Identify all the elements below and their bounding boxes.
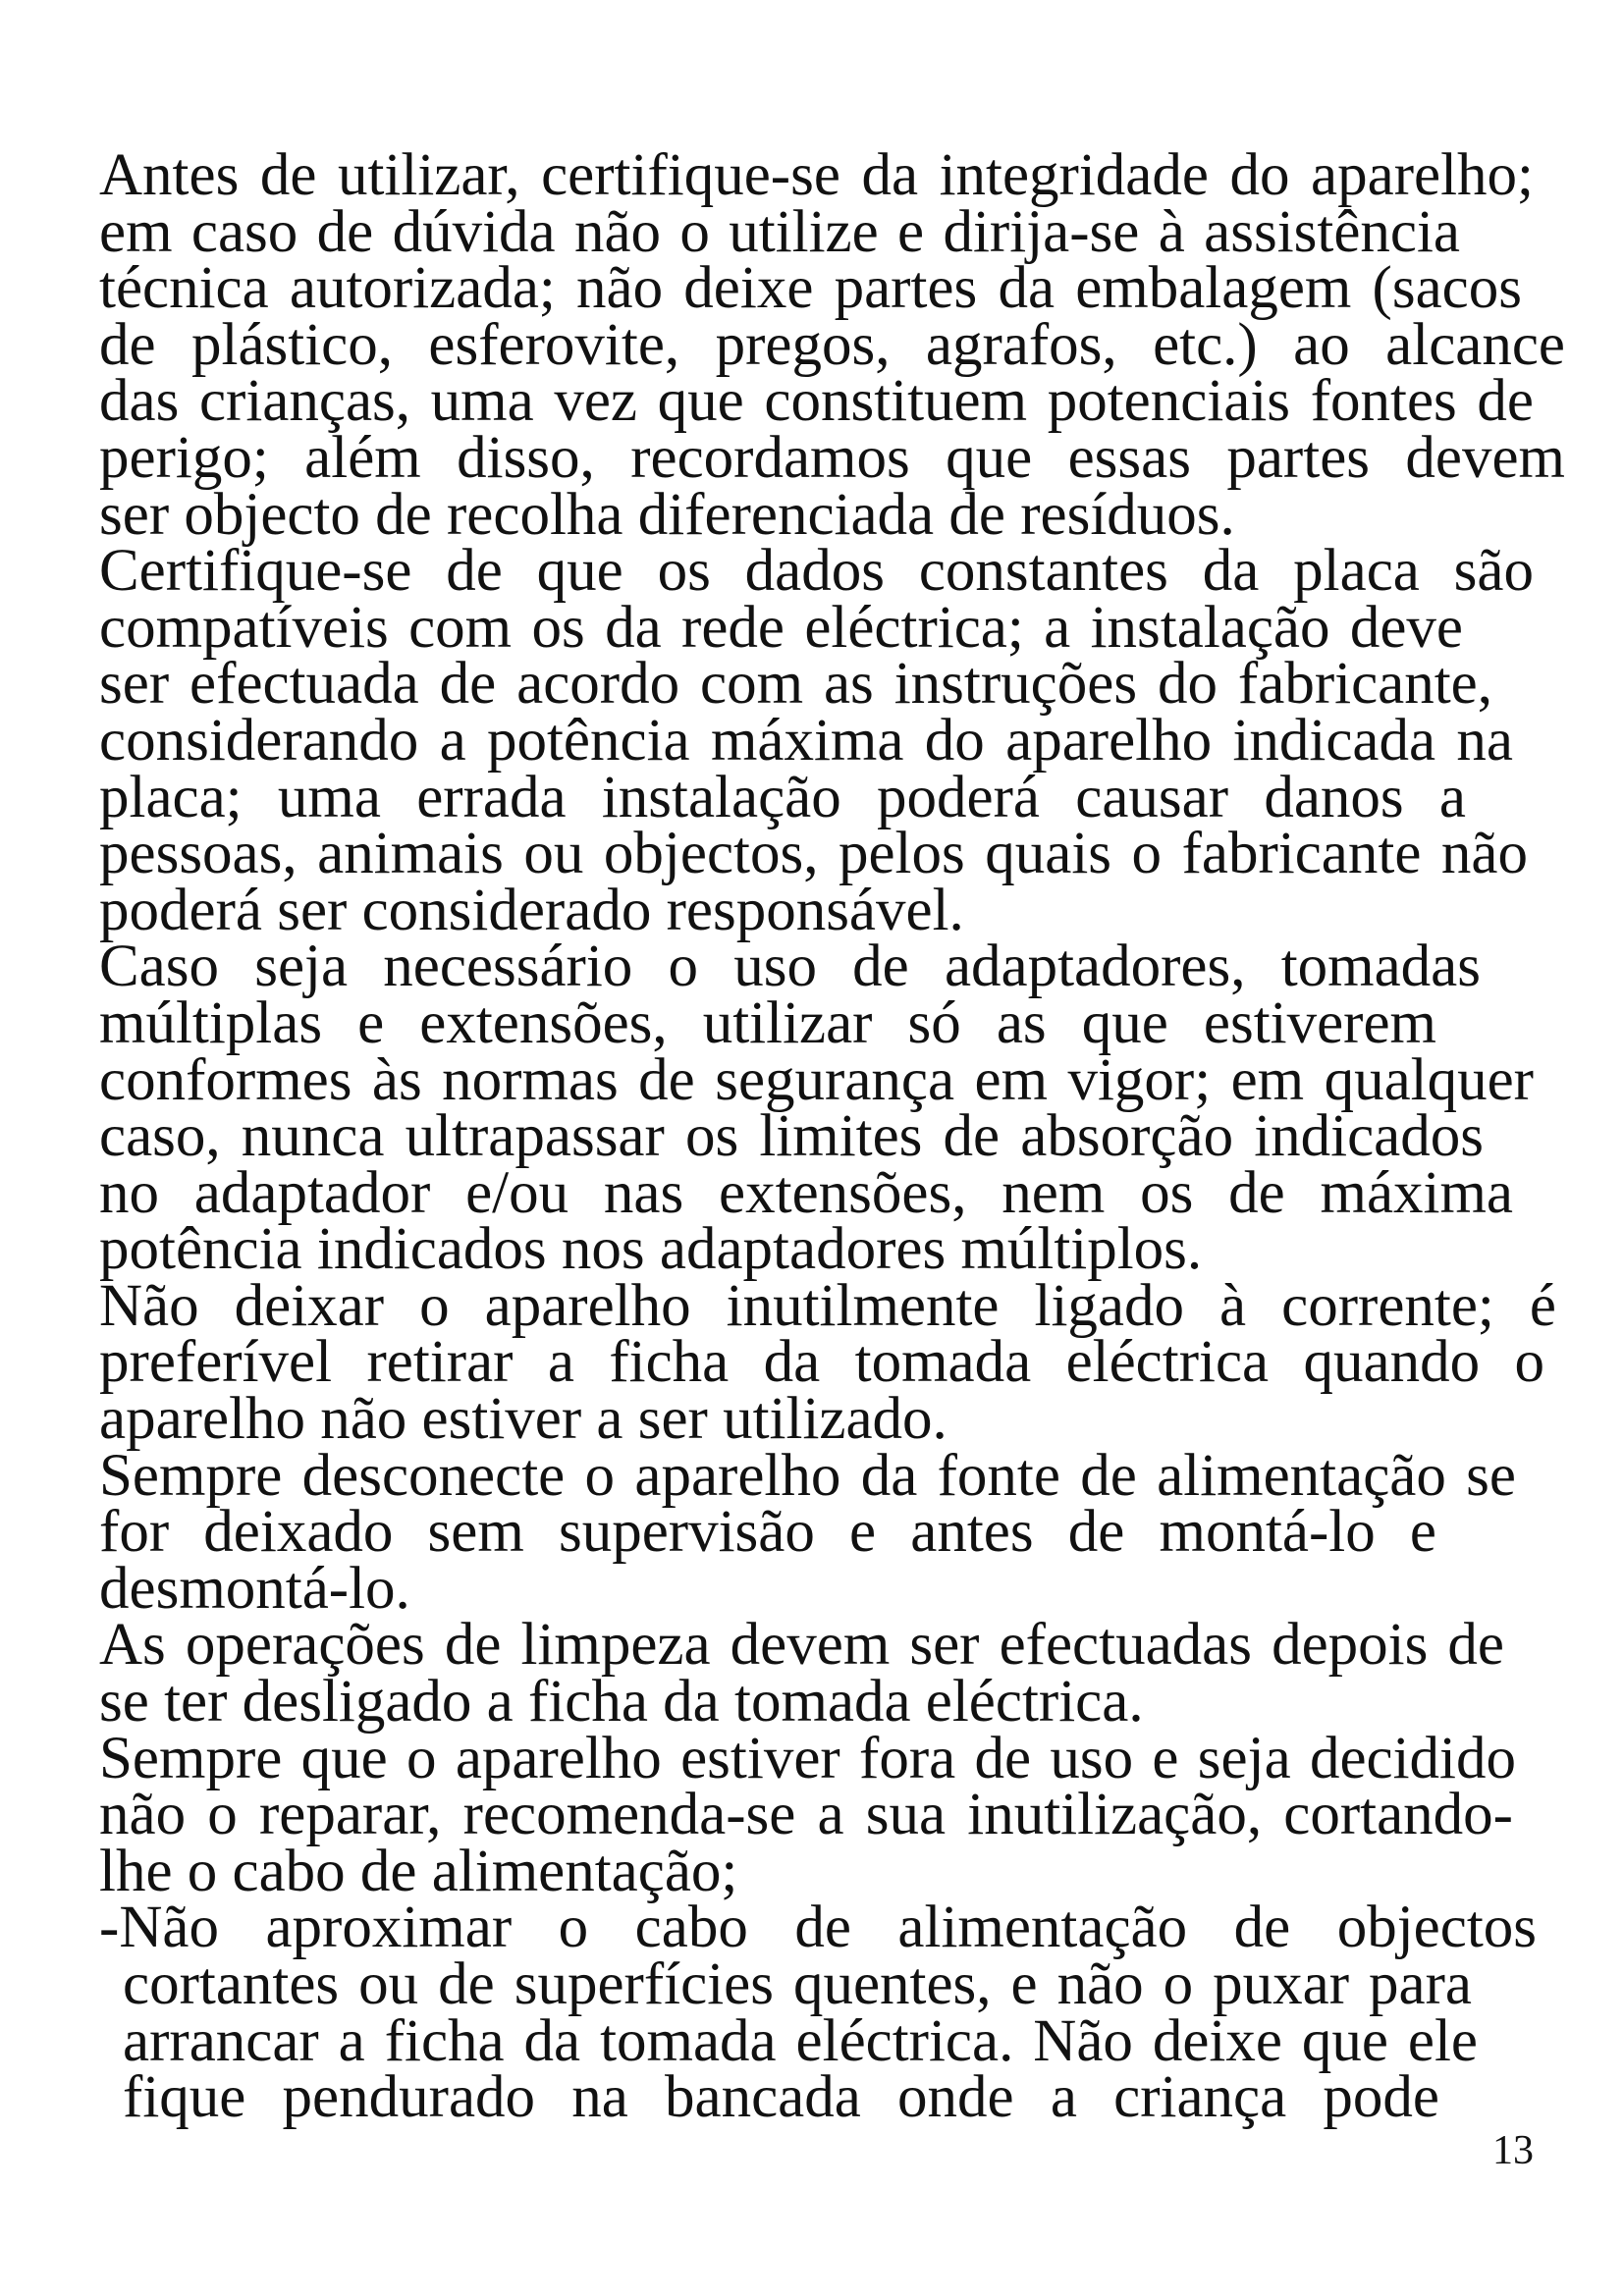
- text-line: se ter desligado a ficha da tomada eléctrica.: [99, 1669, 1144, 1735]
- text-line: conformes às normas de segurança em vigor; em qualquer: [99, 1046, 1534, 1113]
- text-line: arrancar a ficha da tomada eléctrica. Não deixe que ele: [123, 2007, 1478, 2074]
- paragraph-electrical-installation: [99, 538, 1572, 943]
- text-line: placa; uma errada instalação poderá causar danos a: [99, 764, 1466, 830]
- text-line: perigo; além disso, recordamos que essas partes devem: [99, 424, 1565, 491]
- text-line: As operações de limpeza devem ser efectuadas depois de: [99, 1612, 1504, 1679]
- text-line: potência indicados nos adaptadores múltiplos.: [99, 1216, 1203, 1283]
- text-line: caso, nunca ultrapassar os limites de absorção indicados: [99, 1103, 1484, 1170]
- text-line: fique pendurado na bancada onde a criança pode: [123, 2064, 1439, 2131]
- text-line: for deixado sem supervisão e antes de montá-lo e: [99, 1499, 1436, 1566]
- paragraph-adapters: [99, 934, 1572, 1283]
- text-line: preferível retirar a ficha da tomada eléctrica quando o: [99, 1329, 1544, 1396]
- text-line: Antes de utilizar, certifique-se da integridade do aparelho;: [99, 142, 1534, 208]
- text-line: técnica autorizada; não deixe partes da embalagem (sacos: [99, 255, 1522, 322]
- text-line: ser objecto de recolha diferenciada de resíduos.: [99, 481, 1235, 548]
- text-line: aparelho não estiver a ser utilizado.: [99, 1386, 947, 1453]
- bullet-item-power-cable: [99, 1895, 1572, 2131]
- text-line: compatíveis com os da rede eléctrica; a instalação deve: [99, 594, 1463, 661]
- text-line: no adaptador e/ou nas extensões, nem os de máxima: [99, 1159, 1513, 1226]
- text-line: Não deixar o aparelho inutilmente ligado à corrente; é: [99, 1272, 1556, 1339]
- paragraph-cleaning: [99, 1612, 1572, 1735]
- paragraph-unplug-when-idle: [99, 1272, 1572, 1453]
- text-line: múltiplas e extensões, utilizar só as que estiverem: [99, 989, 1436, 1056]
- body-text: [99, 142, 1572, 2131]
- paragraph-packaging-safety: [99, 142, 1572, 548]
- text-line: de plástico, esferovite, pregos, agrafos, etc.) ao alcance: [99, 311, 1565, 378]
- text-line: Sempre desconecte o aparelho da fonte de alimentação se: [99, 1442, 1516, 1509]
- text-line: pessoas, animais ou objectos, pelos quais o fabricante não: [99, 821, 1528, 887]
- text-line: considerando a potência máxima do aparelho indicada na: [99, 707, 1513, 774]
- text-line: Certifique-se de que os dados constantes da placa são: [99, 538, 1534, 605]
- text-line: das crianças, uma vez que constituem potenciais fontes de: [99, 368, 1534, 435]
- text-line: Caso seja necessário o uso de adaptadores, tomadas: [99, 934, 1481, 1000]
- text-line: desmontá-lo.: [99, 1555, 410, 1622]
- text-line: em caso de dúvida não o utilize e dirija-se à assistência: [99, 198, 1460, 265]
- text-line: Sempre que o aparelho estiver fora de uso e seja decidido: [99, 1725, 1516, 1791]
- paragraph-disposal: [99, 1725, 1572, 1904]
- text-line: cortantes ou de superfícies quentes, e não o puxar para: [123, 1951, 1472, 2017]
- text-line: ser efectuada de acordo com as instruções do fabricante,: [99, 651, 1492, 718]
- text-line: não o reparar, recomenda-se a sua inutilização, cortando-: [99, 1782, 1513, 1848]
- text-line: -Não aproximar o cabo de alimentação de objectos: [99, 1895, 1537, 1961]
- page-number: 13: [1492, 2128, 1534, 2173]
- paragraph-disconnect-supervision: [99, 1442, 1572, 1622]
- text-line: lhe o cabo de alimentação;: [99, 1838, 738, 1904]
- text-line: poderá ser considerado responsável.: [99, 877, 964, 943]
